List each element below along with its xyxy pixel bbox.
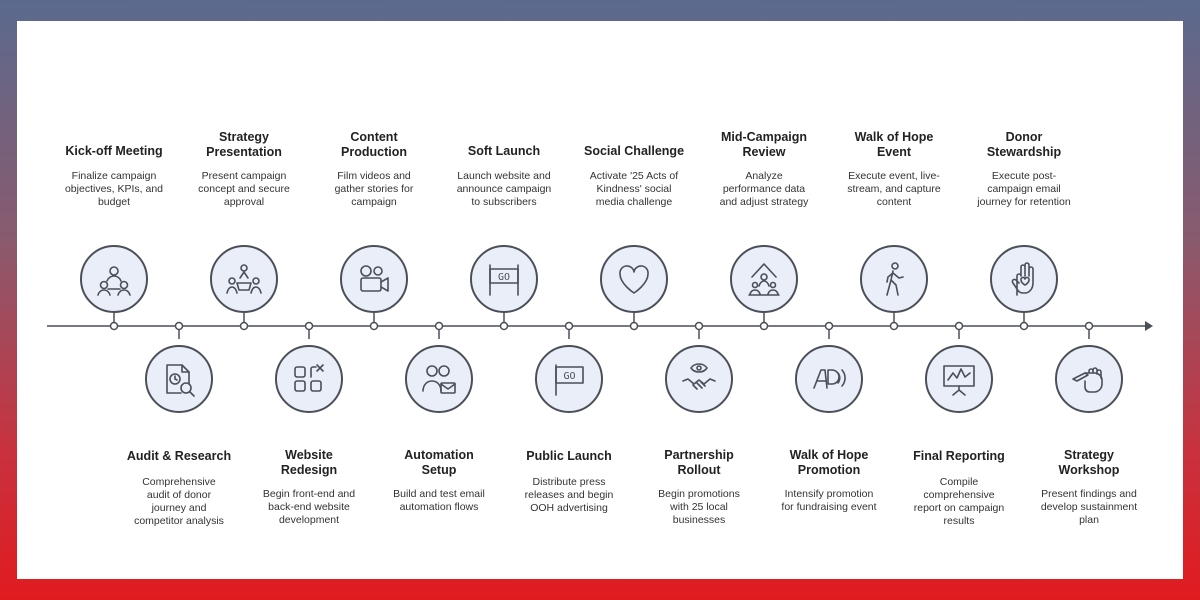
timeline-dot bbox=[111, 323, 118, 330]
milestone-description: Begin front-end and back-end website development bbox=[262, 488, 356, 526]
milestone-icon-circle bbox=[665, 345, 733, 413]
timeline-dot bbox=[371, 323, 378, 330]
timeline-dot bbox=[436, 323, 443, 330]
milestone-title: Final Reporting bbox=[913, 449, 1005, 463]
milestone-description: Finalize campaign objectives, KPIs, and budget bbox=[64, 170, 164, 208]
milestone-description: Execute event, live- stream, and capture content bbox=[847, 170, 941, 208]
milestone-title: Strategy Presentation bbox=[206, 130, 282, 159]
handshake-icon bbox=[681, 361, 717, 397]
milestone-title: Automation Setup bbox=[404, 448, 474, 477]
review-team-icon bbox=[746, 261, 782, 297]
timeline-dot bbox=[1086, 323, 1093, 330]
milestone-icon-circle bbox=[405, 345, 473, 413]
milestone-title: Social Challenge bbox=[583, 144, 685, 158]
milestone-description: Compile comprehensive report on campaign results bbox=[913, 476, 1005, 527]
milestone-title: Soft Launch bbox=[467, 144, 541, 158]
timeline-dot bbox=[631, 323, 638, 330]
timeline-arrowhead bbox=[1145, 321, 1153, 331]
timeline-dot bbox=[761, 323, 768, 330]
milestone-description: Launch website and announce campaign to subscribers bbox=[456, 170, 552, 208]
milestone-title: Partnership Rollout bbox=[664, 448, 734, 477]
timeline-dot bbox=[956, 323, 963, 330]
milestone-icon-circle bbox=[80, 245, 148, 313]
milestone-description: Build and test email automation flows bbox=[393, 488, 485, 513]
milestone-description: Film videos and gather stories for campaign bbox=[334, 170, 414, 208]
milestone-title: Audit & Research bbox=[126, 449, 232, 463]
milestone-description: Comprehensive audit of donor journey and competitor analysis bbox=[134, 476, 224, 527]
hand-heart-icon bbox=[1006, 261, 1042, 297]
timeline-dot bbox=[696, 323, 703, 330]
layout-grid-icon bbox=[291, 361, 327, 397]
milestone-title: Walk of Hope Promotion bbox=[789, 448, 869, 477]
timeline-dot bbox=[176, 323, 183, 330]
timeline-dot bbox=[306, 323, 313, 330]
milestone-icon-circle bbox=[860, 245, 928, 313]
milestone-description: Begin promotions with 25 local businesses bbox=[658, 488, 740, 526]
people-email-icon bbox=[421, 361, 457, 397]
timeline-dot bbox=[241, 323, 248, 330]
milestone-description: Execute post- campaign email journey for retention bbox=[977, 170, 1071, 208]
document-search-icon bbox=[161, 361, 197, 397]
milestone-description: Present campaign concept and secure approval bbox=[198, 170, 290, 208]
milestone-title: Kick-off Meeting bbox=[65, 144, 163, 158]
timeline-dot bbox=[891, 323, 898, 330]
milestone-title: Donor Stewardship bbox=[986, 130, 1062, 159]
timeline-card bbox=[17, 21, 1183, 579]
milestone-icon-circle bbox=[990, 245, 1058, 313]
video-camera-icon bbox=[356, 261, 392, 297]
milestone-title: Walk of Hope Event bbox=[854, 130, 934, 159]
milestone-description: Intensify promotion for fundraising event bbox=[781, 488, 877, 513]
milestone-description: Present findings and develop sustainment plan bbox=[1040, 488, 1138, 526]
milestone-icon-circle bbox=[340, 245, 408, 313]
milestone-title: Public Launch bbox=[526, 449, 612, 463]
heart-icon bbox=[616, 261, 652, 297]
walking-person-icon bbox=[876, 261, 912, 297]
milestone-title: Website Redesign bbox=[280, 448, 338, 477]
milestone-title: Content Production bbox=[341, 130, 407, 159]
milestone-icon-circle bbox=[470, 245, 538, 313]
milestone-icon-circle bbox=[535, 345, 603, 413]
audio-description-icon bbox=[811, 361, 847, 397]
milestone-description: Analyze performance data and adjust strategy bbox=[719, 170, 809, 208]
milestone-icon-circle bbox=[600, 245, 668, 313]
team-meeting-icon bbox=[96, 261, 132, 297]
milestone-icon-circle bbox=[925, 345, 993, 413]
milestone-icon-circle bbox=[275, 345, 343, 413]
go-flag-icon bbox=[551, 361, 587, 397]
milestone-title: Strategy Workshop bbox=[1058, 448, 1120, 477]
timeline-dot bbox=[566, 323, 573, 330]
milestone-icon-circle bbox=[795, 345, 863, 413]
milestone-description: Activate '25 Acts of Kindness' social media challenge bbox=[589, 170, 679, 208]
milestone-icon-circle bbox=[1055, 345, 1123, 413]
svg-text:GO: GO bbox=[497, 272, 511, 283]
timeline-dot bbox=[826, 323, 833, 330]
milestone-title: Mid-Campaign Review bbox=[720, 130, 808, 159]
milestone-icon-circle bbox=[145, 345, 213, 413]
go-sign-icon bbox=[486, 261, 522, 297]
milestone-icon-circle bbox=[210, 245, 278, 313]
svg-text:GO: GO bbox=[563, 371, 576, 382]
milestone-description: Distribute press releases and begin OOH advertising bbox=[524, 476, 614, 514]
chart-board-icon bbox=[941, 361, 977, 397]
presentation-icon bbox=[226, 261, 262, 297]
timeline-dot bbox=[501, 323, 508, 330]
milestone-icon-circle bbox=[730, 245, 798, 313]
timeline-dot bbox=[1021, 323, 1028, 330]
fist-pen-icon bbox=[1071, 361, 1107, 397]
